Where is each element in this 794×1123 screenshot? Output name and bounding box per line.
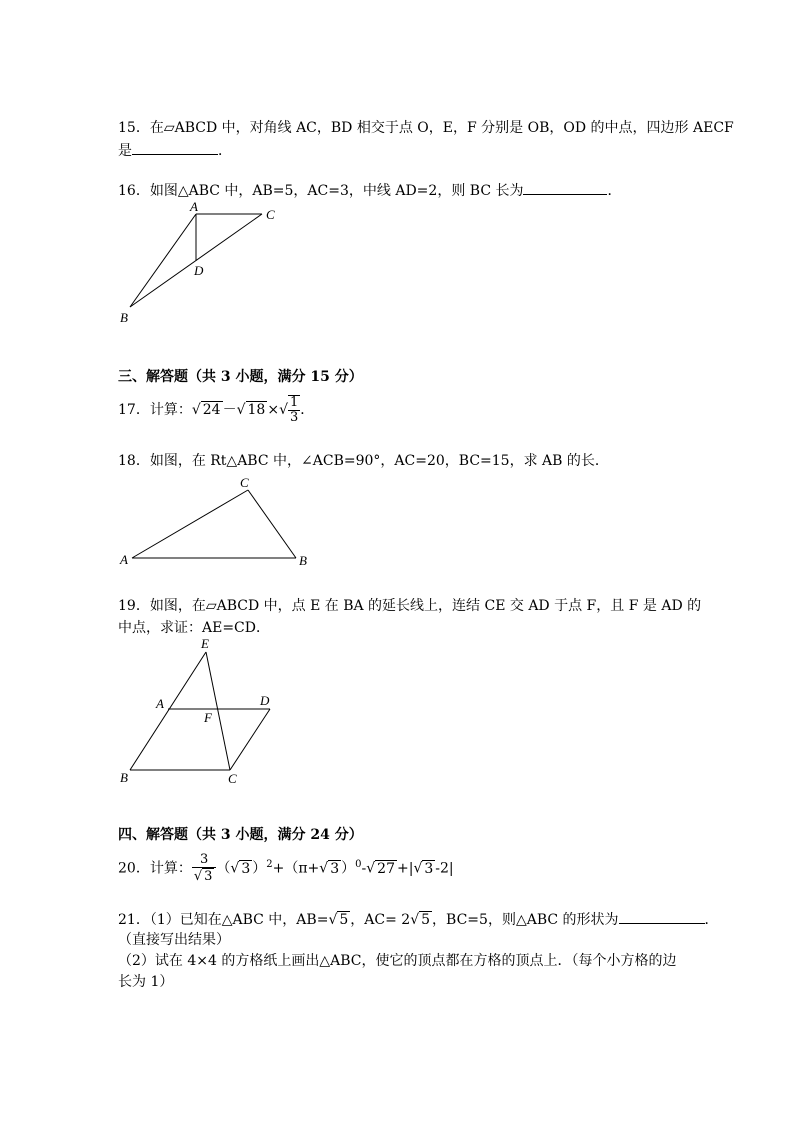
q20-paren-close: ） bbox=[252, 860, 267, 877]
q17-frac-den: 3 bbox=[289, 410, 299, 425]
radical-sign: √ bbox=[366, 860, 376, 877]
q20-paren-open: （ bbox=[216, 860, 231, 877]
q19-parallelogram-figure bbox=[110, 632, 300, 792]
q21-suffix: ． bbox=[704, 912, 719, 928]
q16-answer-blank[interactable] bbox=[523, 180, 607, 195]
q20-radicand-c: 27 bbox=[377, 860, 395, 877]
q16-suffix: ． bbox=[607, 183, 622, 199]
section-4-title: 四、解答题（共 3 小题，满分 24 分） bbox=[118, 827, 363, 843]
q15-answer-blank[interactable] bbox=[132, 140, 218, 155]
radical-sign: √ bbox=[413, 860, 423, 877]
q21-answer-blank[interactable] bbox=[619, 909, 705, 924]
q19-line1 bbox=[118, 596, 701, 616]
q16-triangle-figure bbox=[110, 196, 300, 331]
segment-AB bbox=[130, 214, 196, 307]
q17-fraction bbox=[288, 395, 300, 425]
q20-radicand-d: 3 bbox=[424, 860, 434, 877]
section-4-heading bbox=[118, 825, 363, 845]
label-A: A bbox=[190, 199, 198, 214]
q20-frac-den: √ 3 bbox=[193, 868, 213, 884]
q15-prefix: 是 bbox=[118, 143, 132, 159]
label-B: B bbox=[120, 770, 128, 785]
q21-line3 bbox=[118, 951, 677, 971]
q19-text-2: 中点，求证：AE=CD． bbox=[118, 620, 270, 636]
q17-times: × bbox=[267, 402, 280, 418]
label-C: C bbox=[266, 207, 275, 222]
q21-prefix: 21．（1）已知在△ABC 中，AB= bbox=[118, 912, 329, 928]
q20-exponent-2: 2 bbox=[266, 859, 273, 870]
q17-prefix: 17．计算： bbox=[118, 402, 192, 418]
q20-frac-den-radicand: 3 bbox=[204, 868, 213, 884]
q21-text-4: 长为 1） bbox=[118, 974, 174, 990]
segment-BE bbox=[130, 652, 206, 770]
q20-prefix: 20．计算： bbox=[118, 860, 192, 877]
q21-line2 bbox=[118, 930, 230, 950]
q20-fraction bbox=[192, 853, 217, 885]
q15-suffix: ． bbox=[218, 143, 232, 159]
q18-text: 18．如图，在 Rt△ABC 中，∠ACB=90°，AC=20，BC=15，求 AB 的长． bbox=[118, 453, 609, 469]
segment-AC bbox=[132, 490, 248, 558]
label-A: A bbox=[120, 552, 128, 567]
q21-line4 bbox=[118, 972, 173, 992]
q17-suffix: ． bbox=[300, 402, 315, 418]
label-F: F bbox=[204, 710, 212, 725]
q18-line bbox=[118, 451, 609, 471]
label-D: D bbox=[194, 263, 204, 278]
q20-plus-pi: +（π+ bbox=[272, 860, 320, 877]
q17-line bbox=[118, 395, 314, 425]
radical-sign: √ bbox=[279, 402, 288, 418]
q18-triangle-figure bbox=[110, 470, 320, 575]
radical-sign: √ bbox=[230, 860, 240, 877]
q15-line2 bbox=[118, 140, 232, 161]
q20-minus: - bbox=[361, 860, 367, 877]
q21-ac-radicand: 5 bbox=[421, 912, 431, 928]
q20-radicand-b: 3 bbox=[330, 860, 340, 877]
label-D: D bbox=[260, 693, 270, 708]
label-B: B bbox=[120, 310, 128, 325]
section-3-title: 三、解答题（共 3 小题，满分 15 分） bbox=[118, 369, 363, 385]
radical-sign: √ bbox=[191, 402, 201, 418]
q21-line1 bbox=[118, 909, 719, 930]
label-C: C bbox=[228, 771, 237, 786]
q20-line bbox=[118, 850, 454, 885]
section-3-heading bbox=[118, 367, 363, 387]
q20-abs-close: -2| bbox=[435, 860, 454, 877]
q20-frac-num: 3 bbox=[192, 853, 217, 868]
q15-line1 bbox=[118, 118, 734, 138]
q17-minus: － bbox=[222, 402, 237, 418]
radical-sign: √ bbox=[319, 860, 329, 877]
label-A: A bbox=[156, 696, 164, 711]
q21-ab-radicand: 5 bbox=[339, 912, 349, 928]
radical-sign: √ bbox=[410, 912, 420, 928]
q20-abs-open: +| bbox=[397, 860, 414, 877]
q17-radicand-1: 24 bbox=[202, 402, 221, 418]
label-C: C bbox=[240, 475, 249, 490]
q21-ac-text: ，AC= 2 bbox=[350, 912, 411, 928]
label-B: B bbox=[299, 553, 307, 568]
q16-text: 16．如图△ABC 中，AB=5，AC=3，中线 AD=2，则 BC 长为 bbox=[118, 183, 524, 199]
label-E: E bbox=[201, 636, 209, 651]
segment-BC bbox=[248, 490, 296, 558]
segment-DC bbox=[230, 709, 270, 770]
q20-paren-close-2: ） bbox=[341, 860, 356, 877]
q19-text-1: 19．如图，在▱ABCD 中，点 E 在 BA 的延长线上，连结 CE 交 AD 于点 F，且 F 是 AD 的 bbox=[118, 598, 702, 614]
q20-radicand-a: 3 bbox=[241, 860, 251, 877]
q21-text-3: （2）试在 4×4 的方格纸上画出△ABC，使它的顶点都在方格的顶点上．（每个小方格的边 bbox=[118, 953, 677, 969]
radical-sign: √ bbox=[236, 402, 246, 418]
radical-sign: √ bbox=[328, 912, 338, 928]
q15-text: 15．在▱ABCD 中，对角线 AC，BD 相交于点 O，E，F 分别是 OB，OD 的中点，四边形 AECF bbox=[118, 120, 734, 136]
q17-frac-num: 1 bbox=[289, 395, 299, 410]
q21-mid-text: ，BC=5，则△ABC 的形状为 bbox=[432, 912, 619, 928]
q21-text-2: （直接写出结果） bbox=[118, 932, 230, 948]
q20-exponent-0: 0 bbox=[355, 859, 362, 870]
q17-radicand-2: 18 bbox=[247, 402, 266, 418]
